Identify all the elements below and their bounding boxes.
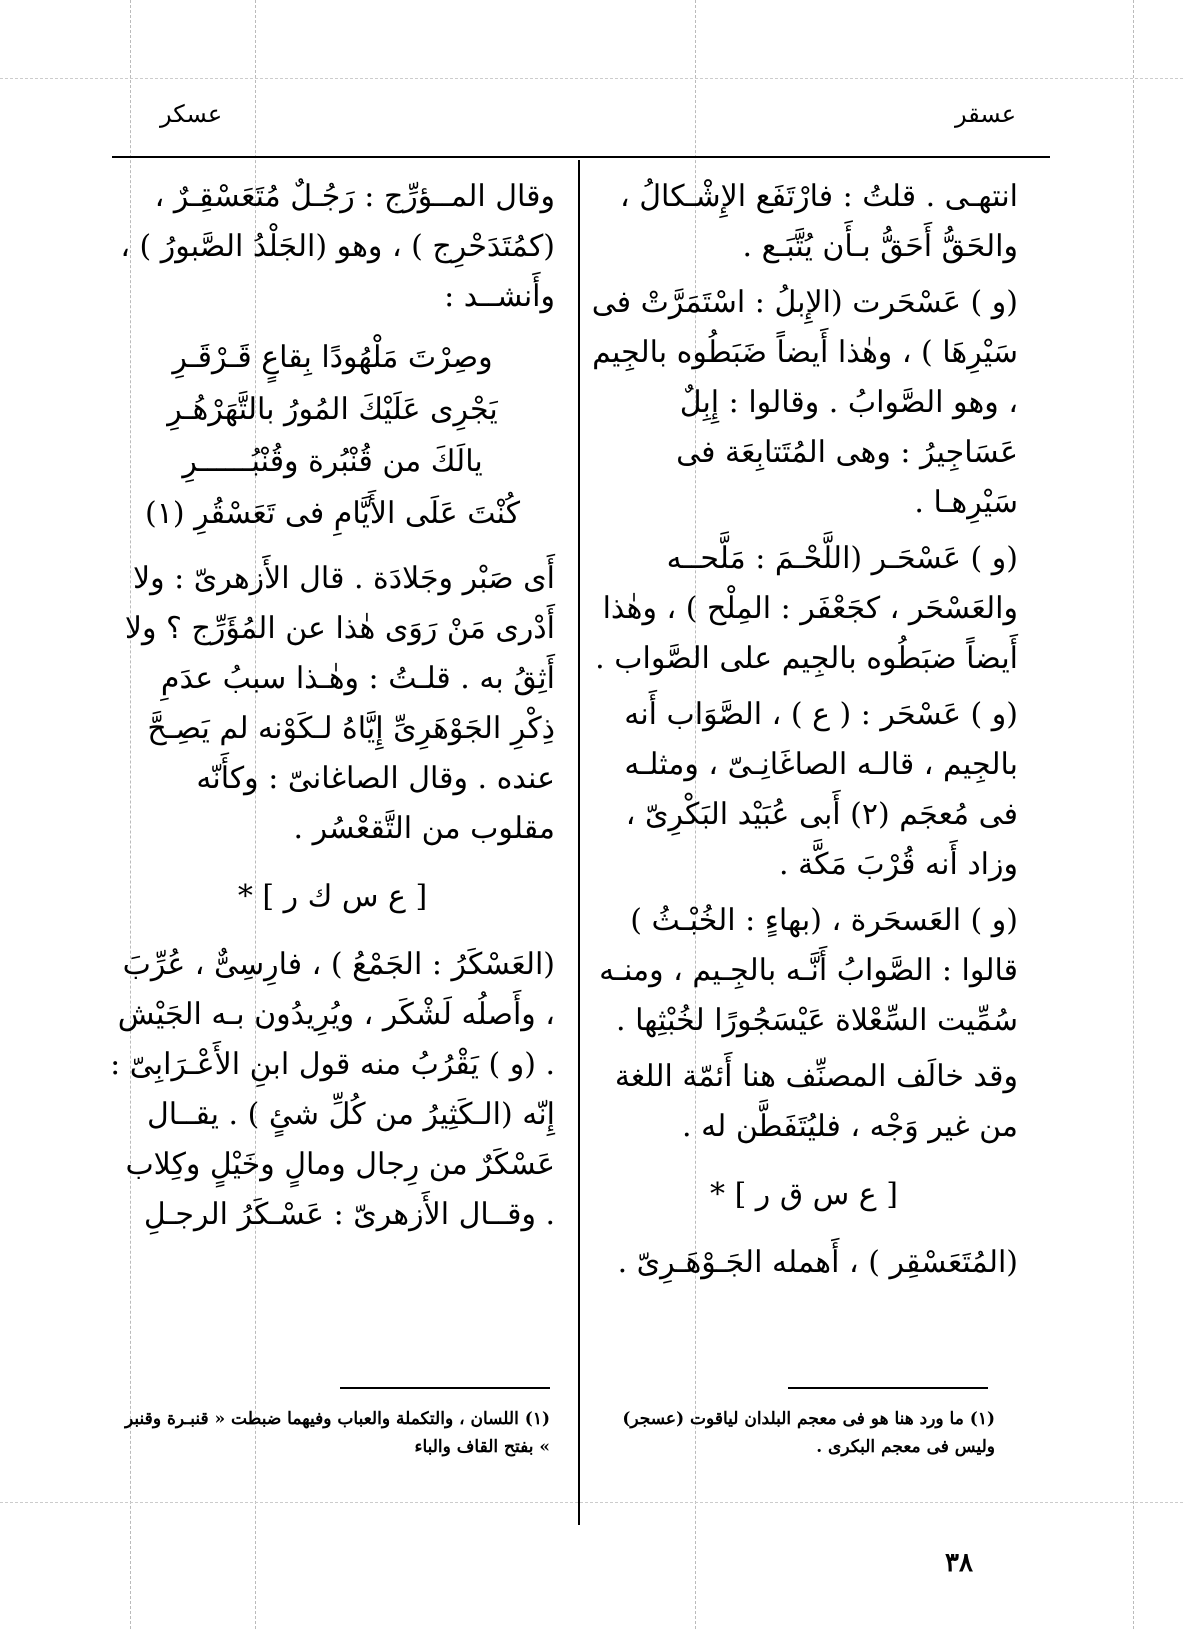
verse-block bbox=[110, 332, 555, 540]
paragraph: (و ) عَسْحَرت (الإِبلُ : اسْتَمَرَّتْ فى سَيْرِهَا ) ، وهٰذا أَيضاً ضَبَطُوه بالجِيم ، وهو الصَّوابُ . وقالوا : إِبِلٌ عَسَاجِيرُ : وهى المُتَتابِعَة فى سَيْرِهـا . bbox=[591, 285, 1018, 520]
paragraph: (و ) عَسْحَر : ( ع ) ، الصَّوَاب أَنه بالجِيم ، قالـه الصاغَانِـىّ ، ومثلـه فى مُعجَم (٢) أَبى عُبَيْد البَكْرِىّ ، وزاد أَنه قُرْبَ مَكَّة . bbox=[624, 697, 1018, 882]
verse-line: وصِرْتَ مَلْهُودًا بِقاعٍ قَـرْقَـرِ bbox=[172, 340, 493, 375]
header-left-title: عسكر bbox=[160, 100, 223, 128]
right-column bbox=[590, 172, 1018, 1294]
paragraph: (المُتَعَسْقِر ) ، أَهمله الجَـوْهَـرِىّ . bbox=[617, 1245, 1018, 1280]
paragraph: أَى صَبْر وجَلادَة . قال الأَزهرىّ : ولا أَدْرى مَنْ رَوَى هٰذا عن المُؤَرِّج ؟ ولا أَثِقُ به . قلـتُ : وهٰـذا سببُ عدَمِ ذِكْرِ الجَوْهَرِىِّ إِيَّاهُ لـكَوْنه لم يَصِـحَّ عنده . وقال الصاغانىّ : وكأَنّه مقلوب من التَّقعْسُر . bbox=[124, 561, 555, 846]
verse-line: يالَكَ من قُنْبُرة وقُنْبُــــــرِ bbox=[182, 444, 483, 479]
page-number: ٣٨ bbox=[945, 1548, 973, 1578]
root-heading: [ ع س ق ر ] * bbox=[710, 1177, 898, 1212]
verse-line: يَجْرِى عَلَيْكَ المُورُ بالتَّهَرْهُـرِ bbox=[167, 392, 498, 427]
paragraph: وقد خالَف المصنِّف هنا أَئمّة اللغة من غير وَجْه ، فليُتَفَطَّن له . bbox=[614, 1059, 1018, 1144]
paragraph: (العَسْكَرُ : الجَمْعُ ) ، فارِسِىٌّ ، عُرِّبَ ، وأَصلُه لَشْكَر ، ويُرِيدُون بـه الجَيْش . (و ) يَقْرُبُ منه قول ابنِ الأَعْـرَابِىّ : إِنّه (الـكَثِيرُ من كُلِّ شئٍ ) . يقــال عَسْكَرٌ من رِجال ومالٍ وخَيْلٍ وكِلاب . وقــال الأَزهرىّ : عَسْـكَرُ الرجـلِ bbox=[110, 947, 555, 1232]
paragraph: (و ) العَسحَرة ، (بهاءٍ : الخُبْـثُ ) قالوا : الصَّوابُ أَنَّـه بالجِـيم ، ومنـه سُمِّيت السِّعْلاة عَيْسَجُورًا لخُبْثِها . bbox=[599, 903, 1018, 1038]
right-footnote: (١) ما ورد هنا هو فى معجم البلدان لياقوت (عسجر) وليس فى معجم البكرى . bbox=[622, 1409, 995, 1457]
verse-line: كُنْتَ عَلَى الأَيَّامِ فى تَعَسْقُرِ (١) bbox=[144, 496, 521, 531]
left-column bbox=[110, 172, 555, 1246]
left-footnote: (١) اللسان ، والتكملة والعباب وفيهما ضبطت « قنبـرة وقنبر » بفتح القاف والباء bbox=[125, 1409, 550, 1457]
footnote-rule bbox=[340, 1387, 550, 1389]
scan-guide-line bbox=[0, 78, 1183, 79]
header-rule bbox=[112, 156, 1050, 158]
scan-guide-line bbox=[0, 1502, 1183, 1503]
paragraph: (و ) عَسْحَـر (اللَّحْـمَ : مَلَّحــه والعَسْحَر ، كجَعْفَر : المِلْح ) ، وهٰذا أَيضاً ضبَطُوه بالجِيم على الصَّواب . bbox=[595, 541, 1018, 676]
header-right-title: عسقر bbox=[955, 100, 1017, 128]
paragraph: انتهـى . قلتُ : فارْتَفَع الإِشْـكالُ ، والحَقُّ أَحَقُّ بـأَن يُتَّبَـع . bbox=[620, 179, 1018, 264]
footnote-rule bbox=[788, 1387, 988, 1389]
root-heading: [ ع س ك ر ] * bbox=[237, 879, 428, 914]
scan-guide-line bbox=[1133, 0, 1134, 1629]
column-divider bbox=[578, 160, 580, 1525]
paragraph: وقال المــؤرِّج : رَجُـلٌ مُتَعَسْقِـرٌ ، (كمُتَدَحْرِج ) ، وهو (الجَلْدُ الصَّبورُ ) ، وأَنشــد : bbox=[120, 179, 555, 314]
